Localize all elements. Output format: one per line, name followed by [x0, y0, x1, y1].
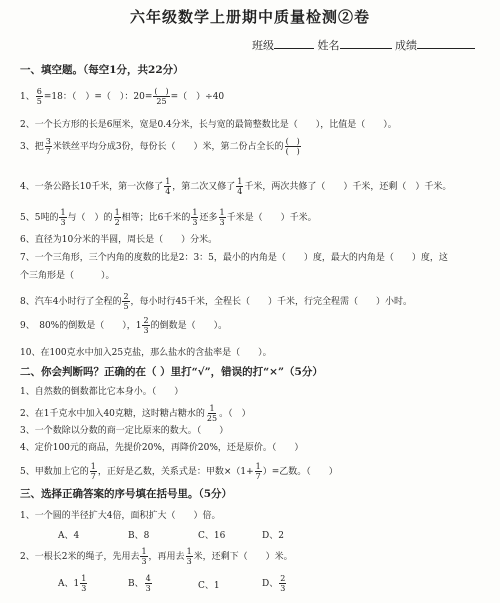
- fraction: $\frac{1}{3}$: [186, 547, 192, 566]
- section-3-heading: 三、选择正确答案的序号填在括号里。（5分）: [20, 488, 233, 500]
- q-number: 1、: [20, 92, 35, 102]
- fraction: $\frac{1}{3}$: [192, 208, 198, 227]
- class-label: 班级: [252, 39, 274, 52]
- score-label: 成绩: [395, 39, 417, 52]
- fraction: $\frac{2}{3}$: [143, 316, 149, 335]
- q3-1-option-c[interactable]: C、16: [198, 531, 226, 541]
- q1-5: 5、5吨的 $\frac{1}{3}$ 与（ ）的 $\frac{1}{2}$ 相等；比6千米的 $\frac{1}{3}$ 还多 $\frac{1}{3}$ 千米是（ ）千米。: [20, 208, 317, 227]
- q3-2: 2、一根长2米的绳子，先用去 $\frac{1}{3}$ ，再用去 $\frac{1}{3}$ 米，还剩下（ ）米。: [20, 547, 293, 566]
- q3-1-option-b[interactable]: B、8: [128, 531, 150, 541]
- q3-1-option-a[interactable]: A、4: [58, 531, 80, 541]
- q1-3: 3、把 $\frac{3}{7}$ 米铁丝平均分成3份，每份长（ ）米，第二份占全长的 $\frac{( )}{( )}$: [20, 137, 300, 156]
- q1-4: 4、一条公路长10千米，第一次修了 $\frac{1}{4}$ ，第二次又修了 $\frac{1}{4}$ 千米，两次共修了（ ）千米，还剩（ ）千米。: [20, 177, 452, 196]
- fraction: $\frac{1}{4}$: [237, 177, 243, 196]
- section-1-heading: 一、填空题。（每空1分，共22分）: [20, 64, 184, 76]
- fraction: $\frac{1}{7}$: [90, 462, 96, 481]
- q3-2-option-d[interactable]: D、 $\frac{2}{3}$: [262, 574, 286, 593]
- fraction: $\frac{2}{3}$: [280, 574, 286, 593]
- fraction: $\frac{1}{25}$: [206, 404, 218, 423]
- fraction: $\frac{1}{4}$: [165, 177, 171, 196]
- fraction: $\frac{( )}{25}$: [154, 87, 169, 106]
- q2-2: 2、在1千克水中加入40克糖，这时糖占糖水的 $\frac{1}{25}$ 。（ ）: [20, 404, 251, 423]
- q1-1: [20, 87, 224, 106]
- q-text: =（ ）÷40: [170, 92, 225, 102]
- student-info-row: [252, 37, 475, 53]
- q1-7-line1: 7、一个三角形，三个内角的度数的比是2：3：5，最小的内角是（ ）度，最大的内角是（ ）度，这: [20, 253, 448, 263]
- q3-2-option-b[interactable]: B、 $\frac{4}{3}$: [128, 574, 151, 593]
- fraction: $\frac{3}{7}$: [45, 137, 51, 156]
- q3-1: 1、一个圆的半径扩大4倍，面积扩大（ ）倍。: [20, 511, 221, 521]
- q3-1-option-d[interactable]: D、2: [262, 531, 284, 541]
- fraction: $\frac{1}{2}$: [114, 208, 120, 227]
- score-blank[interactable]: [417, 37, 475, 49]
- q1-7-line2: 个三角形是（ ）。: [20, 271, 115, 281]
- fraction: $\frac{4}{3}$: [145, 574, 151, 593]
- fraction: $\frac{1}{3}$: [81, 574, 87, 593]
- name-blank[interactable]: [340, 37, 392, 49]
- fraction: $\frac{1}{3}$: [60, 208, 66, 227]
- fraction: $\frac{6}{5}$: [36, 87, 42, 106]
- q1-10: 10、在100克水中加入25克盐，那么盐水的含盐率是（ ）。: [20, 348, 272, 358]
- q1-6: 6、直径为10分米的半圆，周长是（ ）分米。: [20, 235, 218, 245]
- fraction: $\frac{1}{7}$: [255, 462, 261, 481]
- page-title: 六年级数学上册期中质量检测②卷: [129, 8, 370, 26]
- fraction: $\frac{2}{5}$: [123, 292, 129, 311]
- q1-9: 9、 80%的倒数是（ ），1 $\frac{2}{3}$ 的倒数是（ ）。: [20, 316, 228, 335]
- fraction: $\frac{1}{3}$: [141, 547, 147, 566]
- q2-5: 5、甲数加上它的 $\frac{1}{7}$ ，正好是乙数，关系式是：甲数×（1+ $\frac{1}{7}$ ）=乙数。（ ）: [20, 462, 338, 481]
- q2-3: 3、一个数除以分数的商一定比原来的数大。（ ）: [20, 426, 229, 436]
- q3-2-option-c[interactable]: C、1: [198, 581, 220, 591]
- q-text: =18：（ ）=（ ）：20=: [43, 92, 153, 102]
- q1-2: 2、一个长方形的长是6厘米，宽是0.4分米，长与宽的最简整数比是（ ），比值是（ ）。: [20, 120, 397, 130]
- class-blank[interactable]: [274, 37, 314, 49]
- q2-4: 4、定价100元的商品，先提价20%，再降价20%，还是原价。（ ）: [20, 443, 304, 453]
- q3-2-option-a[interactable]: A、1 $\frac{1}{3}$: [58, 574, 87, 593]
- q2-1: 1、自然数的倒数都比它本身小。（ ）: [20, 387, 184, 397]
- fraction: $\frac{1}{3}$: [219, 208, 225, 227]
- name-label: 姓名: [317, 39, 340, 52]
- q1-8: 8、汽车4小时行了全程的 $\frac{2}{5}$ ，每小时行45千米，全程长（ ）千米，行完全程需（ ）小时。: [20, 292, 413, 311]
- section-2-heading: 二、你会判断吗？正确的在（ ）里打“√”，错误的打“×”（5分）: [20, 366, 323, 378]
- answer-fraction[interactable]: $\frac{( )}{( )}$: [285, 137, 300, 156]
